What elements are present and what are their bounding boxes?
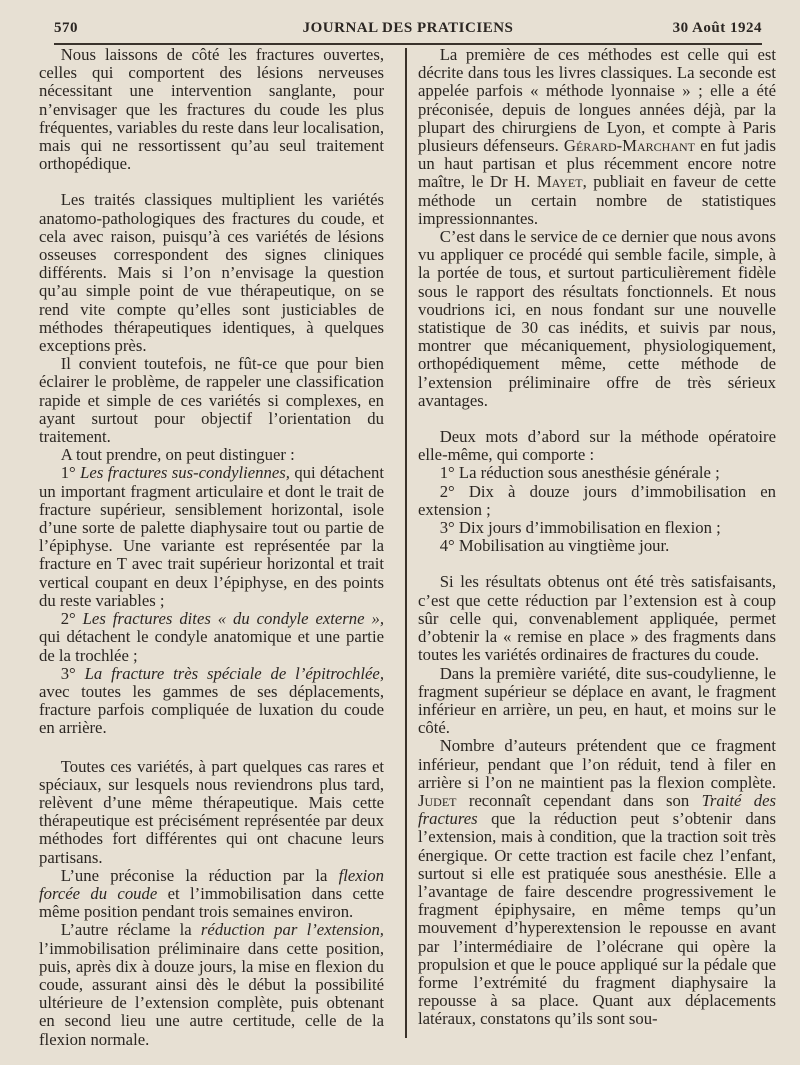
paragraph: [39, 867, 384, 922]
text-run: Nombre d’auteurs prétendent que ce fragment inférieur, pendant que l’on réduit, tend à filer en arrière si l’on ne maintient pas la flexion complète.: [418, 736, 776, 792]
list-item-title: La fracture très spéciale de l’épitrochlée,: [84, 663, 384, 683]
paragraph: Deux mots d’abord sur la méthode opératoire elle-même, qui comporte :: [418, 427, 776, 465]
emphasis: flexion forcée du coude: [39, 865, 384, 903]
paragraph: Les traités classiques multiplient les variétés anatomo-pathologiques des fractures du coude, et cela avec raison, puisqu’à ces variétés de lésions osseuses correspondent des signes cliniques différents. Mais si l’on n’envisage la question qu’au simple point de vue thérapeutique, on se rend vite compte qu’elles sont justiciables de méthodes thérapeutiques identiques, à quelques exceptions près.: [39, 190, 384, 356]
list-item: 1° La réduction sous anesthésie générale ;: [439, 463, 720, 483]
list-item: 2° Dix à douze jours d’immobilisation en extension ;: [418, 481, 776, 519]
left-column: [39, 46, 384, 1049]
paragraph: [418, 46, 776, 228]
list-item-title: Les fractures dites « du condyle externe »,: [82, 609, 384, 629]
paragraph: [39, 921, 384, 1048]
paragraph: Nous laissons de côté les fractures ouvertes, celles qui comportent des lésions nerveuses nécessitant une intervention sanglante, pour n’envisager que les fractures du coude les plus fréquentes, variables du reste dans leur localisation, mais qui ne ressortissent qu’au seul traitement orthopédique.: [39, 45, 384, 174]
list-item-text: qui détachent un important fragment articulaire et dont le trait de fracture supérieur, sensiblement horizontal, isole d’une sorte de palette diaphysaire tout ou partie de l’épiphyse. Une variante est représentée par la fracture en T avec trait supérieur horizontal et trait vertical coupant en deux l’épiphyse, en des points du reste variables ;: [39, 463, 384, 610]
text-run: et l’immobilisation dans cette même position pendant trois semaines environ.: [39, 883, 384, 922]
list-item: [39, 665, 384, 738]
right-column: [418, 46, 776, 1029]
list-item-text: qui détachent le condyle anatomique et une partie de la trochlée ;: [39, 627, 384, 665]
list-item-title: Les fractures sus-condyliennes,: [80, 463, 290, 483]
text-run: en fut jadis un haut partisan et plus récemment encore notre maître, le Dr H.: [418, 136, 776, 192]
paragraph: A tout prendre, on peut distinguer :: [60, 445, 295, 465]
paragraph: Dans la première variété, dite sus-coudylienne, le fragment supérieur se déplace en avant, le fragment inférieur en arrière, un peu, en haut, et moins sur le côté.: [418, 663, 776, 738]
list-item-text: avec toutes les gammes de ses déplacements, fracture parfois compliquée de luxation du coude en arrière.: [39, 681, 384, 738]
list-number: 1°: [60, 463, 81, 483]
list-item: [39, 464, 384, 610]
text-run: , publiait en faveur de cette méthode un certain nombre de statistiques impressionnantes.: [418, 172, 777, 228]
column-rule: [405, 48, 407, 1038]
list-item: [39, 610, 384, 665]
running-header: [54, 20, 762, 44]
list-number: 3°: [60, 663, 85, 683]
text-run: l’immobilisation préliminaire dans cette position, puis, après dix à douze jours, la mise en flexion du coude, assurant ainsi dès le début la possibilité ultérieure de l’extension complète, puis obtenant en second lieu une autre certitude, celle de la flexion normale.: [39, 938, 384, 1049]
paragraph: Si les résultats obtenus ont été très satisfaisants, c’est que cette réduction par l’extension est à coup sûr celle qui, convenablement appliquée, permet d’obtenir la « remise en place » des fragments dans toutes les variétés ordinaires de fractures du coude.: [418, 572, 776, 665]
text-run: La première de ces méthodes est celle qui est décrite dans tous les livres classiques. La seconde est appelée parfois « méthode lyonnaise » ; elle a été préconisée, depuis de longues années déjà, par la plupart des chirurgiens de Lyon, et compte à Paris plusieurs défenseurs.: [418, 45, 776, 156]
author-name: Gérard-Marchant: [563, 136, 696, 156]
journal-title: JOURNAL DES PRATICIENS: [302, 20, 514, 36]
list-item: 4° Mobilisation au vingtième jour.: [439, 536, 670, 556]
issue-date: 30 Août 1924: [672, 20, 762, 36]
author-name: Judet: [418, 790, 457, 810]
paragraph: Toutes ces variétés, à part quelques cas rares et spéciaux, sur lesquels nous reviendrons plus tard, relèvent d’une même thérapeutique. Mais cette thérapeutique est précisément représentée par deux méthodes fort différentes qui ont chacune leurs partisans.: [39, 756, 384, 867]
text-run: L’une préconise la réduction par la: [60, 865, 339, 885]
text-run: que la réduction peut s’obtenir dans l’extension, mais à condition, que la traction soit très énergique. Or cette traction est facile chez l’enfant, surtout si elle est pratiquée sous anesthésie. Elle a l’avantage de faire descendre progressivement le fragment épiphysaire, en même temps qu’un mouvement d’hyperextension le repousse en avant par l’intermédiaire de l’olécrane qui opère la propulsion et que le pouce appliqué sur la pédale que forme l’extrémité du fragment diaphysaire la repousse à sa place. Quant aux déplacements latéraux, constatons qu’ils sont sou-: [418, 809, 776, 1029]
list-item: 3° Dix jours d’immobilisation en flexion ;: [439, 518, 721, 538]
paragraph: C’est dans le service de ce dernier que nous avons vu appliquer ce procédé qui semble facile, simple, à la portée de tous, et surtout particulièrement fidèle sous le rapport des résultats fonctionnels. Et nous voudrions ici, en nous fondant sur une nouvelle statistique de 30 cas inédits, et suivis par nous, montrer que mécaniquement, physiologiquement, orthopédiquement même, cette méthode de l’extension préliminaire offre de très sérieux avantages.: [418, 227, 776, 410]
emphasis: réduction par l’extension,: [200, 920, 384, 940]
paragraph: [418, 737, 776, 1028]
book-title: Traité des fractures: [418, 790, 776, 829]
text-run: reconnaît cependant dans son: [456, 790, 702, 810]
text-run: L’autre réclame la: [60, 920, 201, 940]
paragraph: Il convient toutefois, ne fût-ce que pour bien éclairer le problème, de rappeler une classification rapide et simple de ces variétés si complexes, en ayant surtout pour objectif l’orientation du traitement.: [39, 354, 384, 447]
author-name: Mayet: [536, 172, 583, 192]
page-number: 570: [54, 20, 78, 36]
list-number: 2°: [60, 609, 83, 629]
